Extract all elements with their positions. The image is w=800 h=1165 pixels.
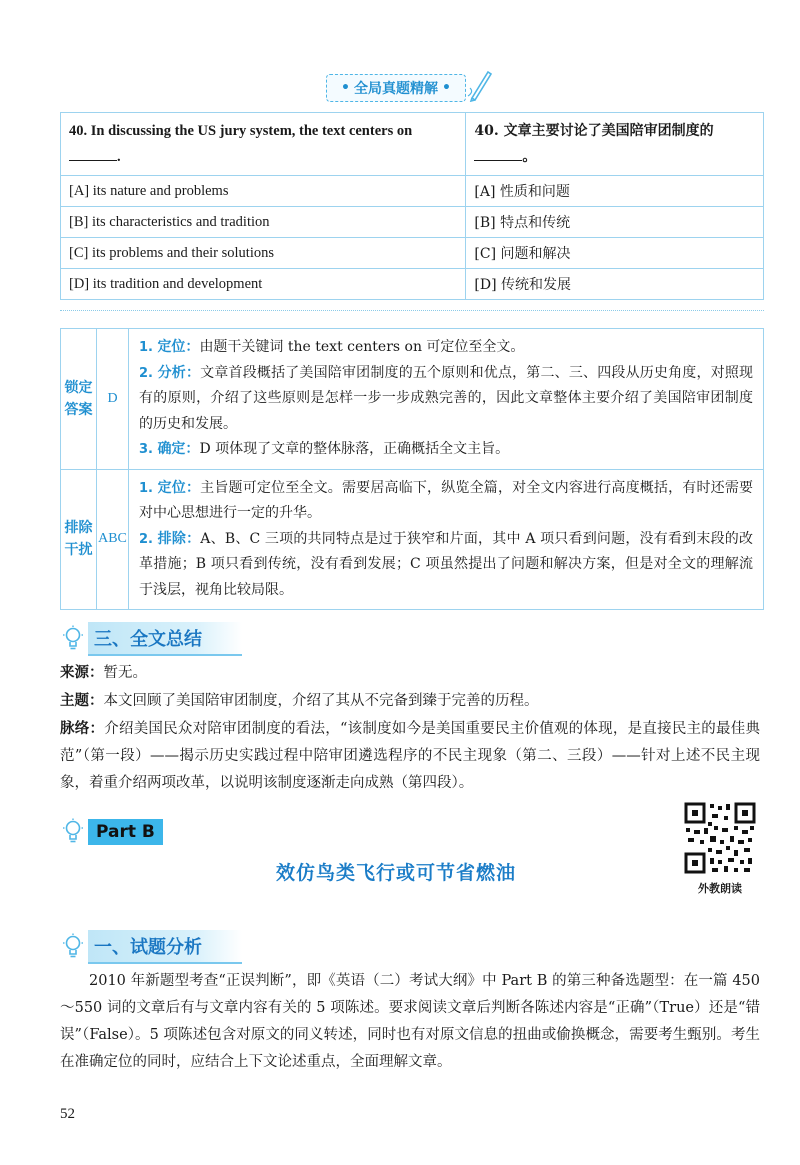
- option-row: [61, 176, 764, 207]
- lock-answer-row: [61, 329, 764, 470]
- divider: [60, 310, 764, 311]
- analysis-item: 1. 定位：由题干关键词 the text centers on 可定位至全文。: [139, 339, 525, 355]
- analysis-paragraph: 2010 年新题型考查“正误判断”，即《英语（二）考试大纲》中 Part B 的第三种备选题型：在一篇 450～550 词的文章后有与文章内容有关的 5 项陈述。要求阅读文章后判断各陈述内容是“正确”（True）还是“错误”（False）。5 项陈述包含对原文的同义转述，同时也有对原文信息的扭曲或偷换概念，需要考生甄别。考生在准确定位的同时，应结合上下文论述重点，全面理解文章。: [60, 973, 760, 1070]
- exclude-row: [61, 469, 764, 610]
- option-c-en: [C] its problems and their solutions: [61, 238, 466, 269]
- option-b-en: [B] its characteristics and tradition: [61, 207, 466, 238]
- lock-answer-value: D: [97, 329, 129, 470]
- qr-label: 外教朗读: [698, 882, 742, 895]
- question-table: [60, 112, 764, 300]
- summary-source: 来源：暂无。: [60, 665, 147, 681]
- badge-dot: •: [341, 80, 350, 96]
- option-row: [61, 269, 764, 300]
- exclude-text: [129, 469, 764, 610]
- summary-theme: 主题：本文回顾了美国陪审团制度，介绍了其从不完备到臻于完善的历程。: [60, 693, 539, 709]
- lightbulb-icon: [62, 818, 84, 846]
- exclude-label: 排除干扰: [61, 469, 97, 610]
- pen-icon: [466, 66, 494, 102]
- lock-answer-text: [129, 329, 764, 470]
- option-a-en: [A] its nature and problems: [61, 176, 466, 207]
- option-d-en: [D] its tradition and development: [61, 269, 466, 300]
- analysis-item: 2. 分析：文章首段概括了美国陪审团制度的五个原则和优点，第二、三、四段从历史角度，对照现有的原则，介绍了这些原则是怎样一步一步成熟完善的，因此文章整体主要介绍了美国陪审团制度的历史和发展。: [139, 364, 754, 432]
- section-title: 一、试题分析: [88, 930, 242, 964]
- option-a-cn: [A] 性质和问题: [466, 176, 764, 207]
- page-number: 52: [60, 1106, 75, 1122]
- section-badge: [326, 74, 466, 102]
- section-title: 三、全文总结: [88, 622, 242, 656]
- option-row: [61, 207, 764, 238]
- option-row: [61, 238, 764, 269]
- partb-heading: [62, 818, 163, 846]
- analysis-table: [60, 328, 764, 610]
- summary-heading: [62, 622, 242, 656]
- article-title: 效仿鸟类飞行或可节省燃油: [276, 862, 517, 884]
- badge-dot: •: [442, 80, 451, 96]
- exclude-value: ABC: [97, 469, 129, 610]
- lightbulb-icon: [62, 933, 84, 961]
- lock-answer-label: 锁定答案: [61, 329, 97, 470]
- option-d-cn: [D] 传统和发展: [466, 269, 764, 300]
- analysis-item: 1. 定位：主旨题可定位至全文。需要居高临下，纵览全篇，对全文内容进行高度概括，有时还需要对中心思想进行一定的升华。: [139, 479, 754, 521]
- question-stem-en: 40. In discussing the US jury system, the text centers on .: [61, 113, 466, 176]
- option-b-cn: [B] 特点和传统: [466, 207, 764, 238]
- analysis-item: 3. 确定：D 项体现了文章的整体脉落，正确概括全文主旨。: [139, 441, 510, 457]
- analysis-item: 2. 排除：A、B、C 三项的共同特点是过于狭窄和片面，其中 A 项只看到问题，没有看到末段的改革措施；B 项只看到传统，没有看到发展；C 项虽然提出了问题和解决方案，但是对全文的理解流于浅层，视角比较局限。: [139, 530, 754, 598]
- section-title: Part B: [88, 819, 163, 845]
- badge-text: 全局真题精解: [354, 81, 438, 97]
- question-stem-row: [61, 113, 764, 176]
- summary-context: 脉络：介绍美国民众对陪审团制度的看法，“该制度如今是美国重要民主价值观的体现，是直接民主的最佳典范”（第一段）——揭示历史实践过程中陪审团遴选程序的不民主现象（第二、三段）——针对上述不民主现象，着重介绍两项改革，以说明该制度逐渐走向成熟（第四段）。: [60, 721, 760, 791]
- option-c-cn: [C] 问题和解决: [466, 238, 764, 269]
- question-stem-cn: 40. 文章主要讨论了美国陪审团制度的 。: [466, 113, 764, 176]
- lightbulb-icon: [62, 625, 84, 653]
- analysis-heading: [62, 930, 242, 964]
- qr-code-icon[interactable]: [684, 802, 756, 874]
